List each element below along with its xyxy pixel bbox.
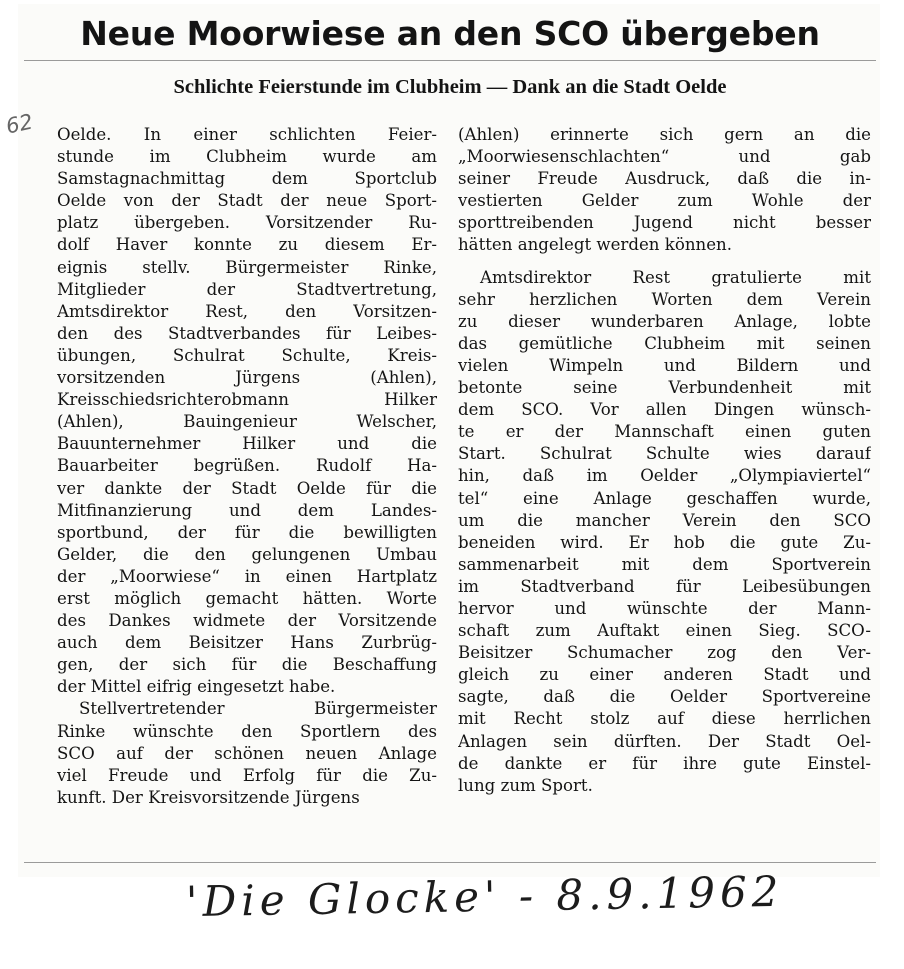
article-line: stunde im Clubheim wurde am: [57, 147, 437, 167]
article-line: schaft zum Auftakt einen Sieg. SCO-: [458, 621, 871, 641]
article-line: seiner Freude Ausdruck, daß die in-: [458, 169, 871, 189]
article-line: Bauarbeiter begrüßen. Rudolf Ha-: [57, 456, 437, 476]
article-line: vestierten Gelder zum Wohle der: [458, 191, 871, 211]
article-line: (Ahlen) erinnerte sich gern an die: [458, 125, 871, 144]
article-line: Gelder, die den gelungenen Umbau: [57, 544, 437, 564]
article-line: der Mittel eifrig eingesetzt habe.: [57, 677, 336, 697]
article-line: Kreisschiedsrichterobmann Hilker: [57, 390, 437, 410]
article-column-left: [57, 124, 437, 809]
article-line: Stellvertretender Bürgermeister: [79, 699, 437, 719]
article-line: beneiden wird. Er hob die gute Zu-: [458, 532, 871, 552]
handwritten-page-number: 62: [3, 109, 35, 139]
article-line: erst möglich gemacht hätten. Worte: [57, 588, 437, 608]
article-line: sporttreibenden Jugend nicht besser: [458, 213, 871, 233]
subheadline: Schlichte Feierstunde im Clubheim — Dank an die Stadt Oelde: [173, 76, 727, 98]
article-line: eignis stellv. Bürgermeister Rinke,: [57, 257, 437, 277]
article-line: sammenarbeit mit dem Sportverein: [458, 554, 871, 574]
article-line: mit Recht stolz auf diese herrlichen: [458, 709, 871, 729]
article-line: sportbund, der für die bewilligten: [57, 522, 437, 542]
article-line: im Stadtverband für Leibesübungen: [458, 576, 871, 596]
article-line: betonte seine Verbundenheit mit: [458, 378, 871, 398]
article-line: Start. Schulrat Schulte wies darauf: [458, 444, 871, 464]
article-line: zu dieser wunderbaren Anlage, lobte: [458, 311, 871, 331]
article-line: hervor und wünschte der Mann-: [458, 598, 871, 618]
article-line: Mitfinanzierung und dem Landes-: [57, 500, 437, 520]
article-line: Amtsdirektor Rest gratulierte mit: [480, 267, 871, 287]
article-line: sagte, daß die Oelder Sportvereine: [458, 687, 871, 707]
article-column-right-p1: [458, 124, 871, 257]
article-line: gen, der sich für die Beschaffung: [57, 655, 437, 675]
article-line: Anlagen sein dürften. Der Stadt Oel-: [458, 731, 871, 751]
article-line: platz übergeben. Vorsitzender Ru-: [57, 213, 437, 233]
article-line: um die mancher Verein den SCO: [458, 510, 871, 530]
article-line: übungen, Schulrat Schulte, Kreis-: [57, 345, 437, 365]
article-line: SCO auf der schönen neuen Anlage: [57, 743, 437, 763]
article-line: Mitglieder der Stadtvertretung,: [57, 279, 437, 299]
article-line: Oelde von der Stadt der neue Sport-: [57, 191, 437, 211]
article-line: sehr herzlichen Worten dem Verein: [458, 289, 871, 309]
bottom-divider: [24, 862, 876, 863]
article-line: vielen Wimpeln und Bildern und: [458, 355, 871, 375]
article-line: Rinke wünschte den Sportlern des: [57, 721, 437, 741]
article-line: das gemütliche Clubheim mit seinen: [458, 333, 871, 353]
article-line: Amtsdirektor Rest, den Vorsitzen-: [57, 301, 437, 321]
article-line: dolf Haver konnte zu diesem Er-: [57, 235, 437, 255]
article-line: ver dankte der Stadt Oelde für die: [57, 478, 437, 498]
article-line: viel Freude und Erfolg für die Zu-: [57, 765, 437, 785]
article-line: hätten angelegt werden können.: [458, 235, 732, 255]
article-line: vorsitzenden Jürgens (Ahlen),: [57, 368, 437, 388]
headline-divider: [24, 60, 876, 61]
article-line: auch dem Beisitzer Hans Zurbrüg-: [57, 633, 437, 653]
article-column-right: [458, 124, 871, 797]
article-line: lung zum Sport.: [458, 775, 593, 795]
headline: Neue Moorwiese an den SCO übergeben: [80, 14, 820, 53]
handwritten-source-note: 'Die Glocke' - 8.9.1962: [185, 866, 784, 927]
article-line: kunft. Der Kreisvorsitzende Jürgens: [57, 787, 360, 807]
article-line: gleich zu einer anderen Stadt und: [458, 665, 871, 685]
article-line: dem SCO. Vor allen Dingen wünsch-: [458, 400, 871, 420]
article-line: (Ahlen), Bauingenieur Welscher,: [57, 412, 437, 432]
paragraph-gap: [458, 257, 871, 267]
article-line: des Dankes widmete der Vorsitzende: [57, 611, 437, 631]
article-line: te er der Mannschaft einen guten: [458, 422, 871, 442]
article-line: „Moorwiesenschlachten“ und gab: [458, 147, 871, 167]
article-line: Bauunternehmer Hilker und die: [57, 434, 437, 454]
article-line: hin, daß im Oelder „Olympiaviertel“: [458, 466, 871, 486]
article-line: der „Moorwiese“ in einen Hartplatz: [57, 566, 437, 586]
article-line: Oelde. In einer schlichten Feier-: [57, 125, 437, 144]
article-line: Beisitzer Schumacher zog den Ver-: [458, 643, 871, 663]
article-line: tel“ eine Anlage geschaffen wurde,: [458, 488, 871, 508]
article-line: den des Stadtverbandes für Leibes-: [57, 323, 437, 343]
article-line: Samstagnachmittag dem Sportclub: [57, 169, 437, 189]
article-line: de dankte er für ihre gute Einstel-: [458, 753, 871, 773]
article-column-right-p2: [458, 267, 871, 797]
